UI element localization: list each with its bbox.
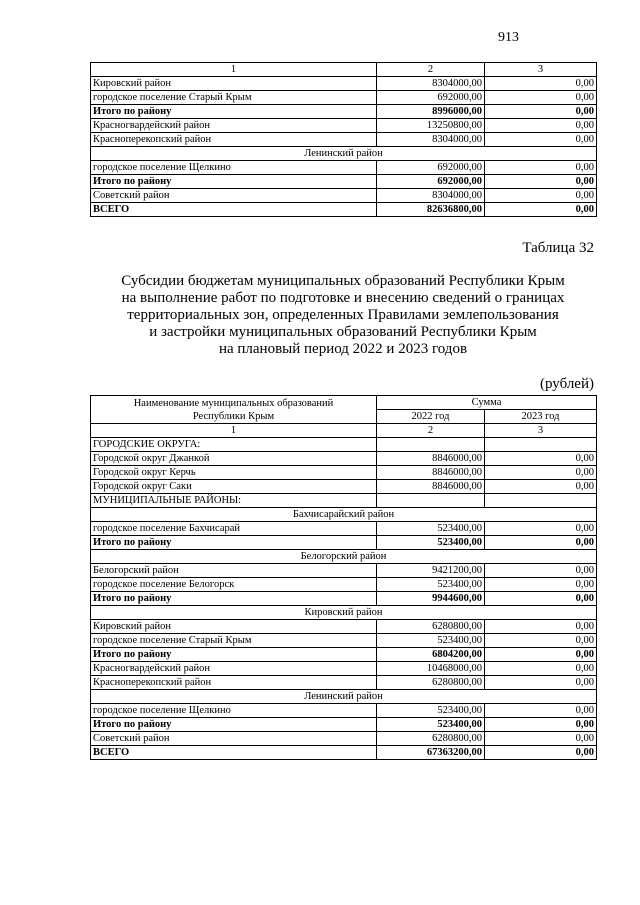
group-header-row — [91, 438, 597, 452]
total-row — [91, 592, 597, 606]
district-section-name: Кировский район — [91, 606, 597, 620]
total-row — [91, 718, 597, 732]
total-label: ВСЕГО — [91, 203, 377, 217]
header-row — [91, 396, 597, 410]
total-row — [91, 746, 597, 760]
header-sum: Сумма — [377, 396, 597, 410]
table-row — [91, 732, 597, 746]
amount-2022: 692000,00 — [377, 91, 485, 105]
column-number: 1 — [91, 424, 377, 438]
amount-2023: 0,00 — [485, 634, 597, 648]
district-section-name: Белогорский район — [91, 550, 597, 564]
table-row — [91, 119, 597, 133]
amount-2022: 6280800,00 — [377, 676, 485, 690]
header-name-line: Республики Крым — [192, 410, 275, 422]
amount-2023: 0,00 — [485, 203, 597, 217]
table-title-line: и застройки муниципальных образований Республики Крым — [149, 324, 537, 340]
group-name: ГОРОДСКИЕ ОКРУГА: — [91, 438, 377, 452]
currency-note: (рублей) — [539, 376, 594, 392]
table-row — [91, 676, 597, 690]
column-number: 3 — [485, 63, 597, 77]
amount-2023: 0,00 — [485, 648, 597, 662]
amount-2022: 523400,00 — [377, 536, 485, 550]
amount-2022: 523400,00 — [377, 522, 485, 536]
amount-2022: 6280800,00 — [377, 732, 485, 746]
district-section-name: Ленинский район — [91, 690, 597, 704]
empty-cell — [377, 494, 485, 508]
municipality-name: Красноперекопский район — [91, 676, 377, 690]
amount-2022: 8304000,00 — [377, 133, 485, 147]
amount-2022: 10468000,00 — [377, 662, 485, 676]
table-row — [91, 466, 597, 480]
amount-2022: 8304000,00 — [377, 77, 485, 91]
column-number: 2 — [377, 63, 485, 77]
total-label: ВСЕГО — [91, 746, 377, 760]
municipality-name: городское поселение Белогорск — [91, 578, 377, 592]
amount-2022: 82636800,00 — [377, 203, 485, 217]
total-label: Итого по району — [91, 536, 377, 550]
amount-2022: 692000,00 — [377, 161, 485, 175]
amount-2023: 0,00 — [485, 522, 597, 536]
table-row — [91, 662, 597, 676]
total-row — [91, 105, 597, 119]
municipality-name: городское поселение Бахчисарай — [91, 522, 377, 536]
amount-2023: 0,00 — [485, 718, 597, 732]
group-header-row — [91, 494, 597, 508]
amount-2023: 0,00 — [485, 189, 597, 203]
municipality-name: Городской округ Саки — [91, 480, 377, 494]
total-row — [91, 648, 597, 662]
amount-2023: 0,00 — [485, 175, 597, 189]
municipality-name: Красноперекопский район — [91, 133, 377, 147]
column-number: 2 — [377, 424, 485, 438]
municipality-name: Белогорский район — [91, 564, 377, 578]
municipality-name: городское поселение Щелкино — [91, 704, 377, 718]
amount-2023: 0,00 — [485, 704, 597, 718]
district-section-row — [91, 508, 597, 522]
group-name: МУНИЦИПАЛЬНЫЕ РАЙОНЫ: — [91, 494, 377, 508]
total-row — [91, 203, 597, 217]
table-row — [91, 578, 597, 592]
header-year-2023: 2023 год — [485, 410, 597, 424]
municipality-name: Красногвардейский район — [91, 119, 377, 133]
amount-2022: 523400,00 — [377, 718, 485, 732]
amount-2023: 0,00 — [485, 564, 597, 578]
district-section-row — [91, 690, 597, 704]
column-number-row — [91, 63, 597, 77]
table-row — [91, 133, 597, 147]
amount-2022: 8846000,00 — [377, 480, 485, 494]
amount-2023: 0,00 — [485, 662, 597, 676]
amount-2023: 0,00 — [485, 480, 597, 494]
municipality-name: Кировский район — [91, 77, 377, 91]
total-label: Итого по району — [91, 718, 377, 732]
district-section-name: Бахчисарайский район — [91, 508, 597, 522]
total-label: Итого по району — [91, 592, 377, 606]
amount-2022: 67363200,00 — [377, 746, 485, 760]
table-row — [91, 704, 597, 718]
total-label: Итого по району — [91, 648, 377, 662]
column-number: 3 — [485, 424, 597, 438]
subsidy-table — [90, 395, 597, 760]
table-row — [91, 620, 597, 634]
header-year-2022: 2022 год — [377, 410, 485, 424]
amount-2023: 0,00 — [485, 452, 597, 466]
amount-2023: 0,00 — [485, 77, 597, 91]
municipality-name: городское поселение Щелкино — [91, 161, 377, 175]
table-title-line: Субсидии бюджетам муниципальных образований Республики Крым — [121, 273, 565, 289]
municipality-name: Кировский район — [91, 620, 377, 634]
amount-2022: 9421200,00 — [377, 564, 485, 578]
amount-2022: 692000,00 — [377, 175, 485, 189]
table-row — [91, 452, 597, 466]
table-title-line: на плановый период 2022 и 2023 годов — [218, 341, 468, 357]
amount-2023: 0,00 — [485, 578, 597, 592]
amount-2023: 0,00 — [485, 732, 597, 746]
amount-2022: 8846000,00 — [377, 466, 485, 480]
district-section-row — [91, 550, 597, 564]
header-name-line: Наименование муниципальных образований — [133, 397, 334, 409]
column-number-row — [91, 424, 597, 438]
total-label: Итого по району — [91, 105, 377, 119]
table-row — [91, 189, 597, 203]
amount-2023: 0,00 — [485, 592, 597, 606]
amount-2023: 0,00 — [485, 536, 597, 550]
amount-2022: 523400,00 — [377, 704, 485, 718]
table-row — [91, 161, 597, 175]
amount-2022: 8996000,00 — [377, 105, 485, 119]
total-row — [91, 175, 597, 189]
amount-2022: 13250800,00 — [377, 119, 485, 133]
municipality-name: Городской округ Джанкой — [91, 452, 377, 466]
empty-cell — [377, 438, 485, 452]
empty-cell — [485, 494, 597, 508]
district-section-row — [91, 147, 597, 161]
amount-2022: 6804200,00 — [377, 648, 485, 662]
amount-2023: 0,00 — [485, 133, 597, 147]
table-row — [91, 564, 597, 578]
empty-cell — [485, 438, 597, 452]
table-row — [91, 77, 597, 91]
amount-2022: 523400,00 — [377, 634, 485, 648]
header-name-cell — [91, 396, 377, 424]
amount-2023: 0,00 — [485, 676, 597, 690]
table-row — [91, 634, 597, 648]
municipality-name: городское поселение Старый Крым — [91, 634, 377, 648]
table-continuation — [90, 62, 597, 217]
amount-2022: 9944600,00 — [377, 592, 485, 606]
municipality-name: Красногвардейский район — [91, 662, 377, 676]
amount-2023: 0,00 — [485, 161, 597, 175]
municipality-name: Советский район — [91, 189, 377, 203]
amount-2023: 0,00 — [485, 119, 597, 133]
municipality-name: городское поселение Старый Крым — [91, 91, 377, 105]
table-title-line: на выполнение работ по подготовке и внесению сведений о границах — [121, 290, 565, 306]
amount-2023: 0,00 — [485, 466, 597, 480]
amount-2022: 523400,00 — [377, 578, 485, 592]
table-label: Таблица 32 — [522, 240, 594, 256]
table-row — [91, 522, 597, 536]
municipality-name: Советский район — [91, 732, 377, 746]
amount-2023: 0,00 — [485, 746, 597, 760]
amount-2023: 0,00 — [485, 91, 597, 105]
amount-2023: 0,00 — [485, 105, 597, 119]
district-section-row — [91, 606, 597, 620]
page-number: 913 — [498, 30, 519, 45]
total-row — [91, 536, 597, 550]
table-row — [91, 91, 597, 105]
amount-2022: 6280800,00 — [377, 620, 485, 634]
total-label: Итого по району — [91, 175, 377, 189]
table-title — [90, 273, 596, 358]
amount-2022: 8846000,00 — [377, 452, 485, 466]
amount-2023: 0,00 — [485, 620, 597, 634]
table-row — [91, 480, 597, 494]
municipality-name: Городской округ Керчь — [91, 466, 377, 480]
district-section-name: Ленинский район — [91, 147, 597, 161]
column-number: 1 — [91, 63, 377, 77]
amount-2022: 8304000,00 — [377, 189, 485, 203]
table-title-line: территориальных зон, определенных Правилами землепользования — [127, 307, 559, 323]
